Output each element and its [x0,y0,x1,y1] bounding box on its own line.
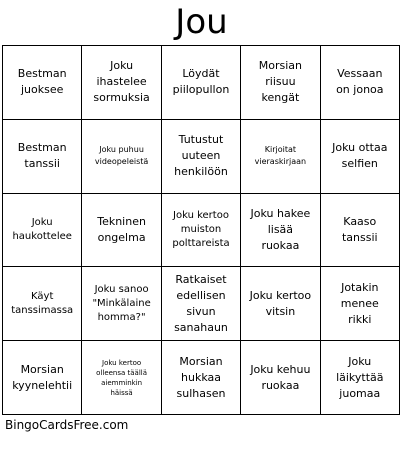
cell-text: Tutustut uuteen henkilöön [174,133,228,179]
bingo-cell[interactable] [3,341,82,415]
bingo-cell[interactable] [82,120,161,194]
bingo-cell[interactable] [3,46,82,120]
bingo-cell[interactable] [3,194,82,268]
bingo-cell[interactable] [162,46,241,120]
bingo-cell[interactable] [162,267,241,341]
bingo-grid [2,45,400,415]
bingo-cell[interactable] [321,120,400,194]
cell-text: Joku ihastelee sormuksia [93,59,150,105]
bingo-cell[interactable] [82,194,161,268]
cell-text: Bestman tanssii [17,141,67,171]
cell-text: Löydät piilopullon [172,67,230,97]
cell-text: Joku haukottelee [12,216,72,242]
cell-text: Ratkaiset edellisen sivun sanahaun [174,272,228,334]
footer-credit: BingoCardsFree.com [5,418,129,432]
bingo-cell[interactable] [321,194,400,268]
cell-text: Jotakin menee rikki [340,280,379,326]
bingo-cell[interactable] [3,267,82,341]
cell-text: Bestman juoksee [17,67,67,97]
bingo-cell[interactable] [321,267,400,341]
bingo-cell[interactable] [162,341,241,415]
bingo-cell[interactable] [162,120,241,194]
bingo-cell[interactable] [321,341,400,415]
cell-text: Joku kertoo vitsin [249,288,312,318]
bingo-cell[interactable] [241,267,320,341]
bingo-cell[interactable] [82,267,161,341]
card-title: Jou [175,2,228,42]
bingo-cell[interactable] [82,341,161,415]
bingo-cell[interactable] [3,120,82,194]
cell-text: Joku hakee lisää ruokaa [250,206,311,252]
cell-text: Käyt tanssimassa [11,290,74,316]
bingo-cell[interactable] [241,120,320,194]
cell-text: Joku kertoo olleensa täällä aiemminkin häissä [96,358,148,397]
cell-text: Joku puhuu videopeleistä [94,145,149,167]
cell-text: Kaaso tanssii [341,214,378,244]
bingo-cell[interactable] [162,194,241,268]
cell-text: Joku kehuu ruokaa [250,362,311,392]
cell-text: Joku ottaa selfien [332,141,388,171]
cell-text: Kirjoitat vieraskirjaan [254,145,307,167]
cell-text: Tekninen ongelma [97,214,146,244]
cell-text: Joku kertoo muiston polttareista [172,209,230,249]
bingo-cell[interactable] [241,46,320,120]
cell-text: Morsian kyynelehtii [12,362,73,392]
cell-text: Joku sanoo "Minkälaine homma?" [92,283,151,323]
bingo-cell[interactable] [241,341,320,415]
cell-text: Morsian hukkaa sulhasen [176,354,226,400]
bingo-cell[interactable] [241,194,320,268]
cell-text: Vessaan on jonoa [336,67,384,97]
bingo-cell[interactable] [82,46,161,120]
cell-text: Joku läikyttää juomaa [336,354,384,400]
cell-text: Morsian riisuu kengät [258,59,303,105]
bingo-cell[interactable] [321,46,400,120]
